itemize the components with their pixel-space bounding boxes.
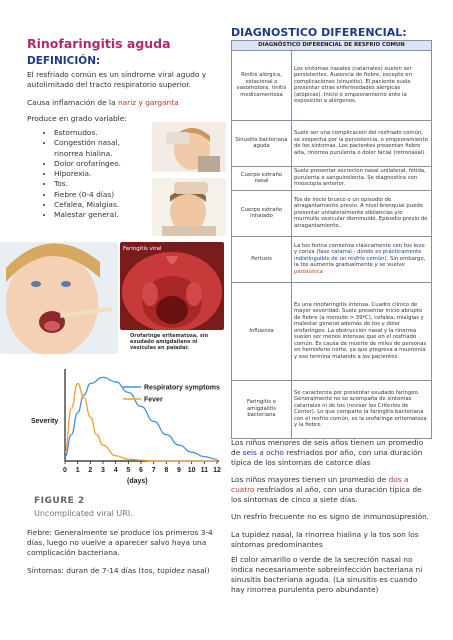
x-tick-label: 4 — [113, 467, 118, 474]
x-tick-label: 1 — [75, 467, 80, 474]
list-item: • Fiebre (0-4 días) — [54, 190, 125, 200]
symptoms-note: Síntomas: duran de 7-14 días (tos, tupidez nasal) — [27, 566, 210, 575]
list-item: • Dolor orofaríngeo. — [54, 159, 125, 169]
row-label: Influenza — [232, 282, 292, 380]
produces-text: Produce en grado variable: — [27, 114, 127, 123]
table-row — [232, 166, 432, 190]
table-header: DIAGNÓSTICO DIFERENCIAL DE RESFRIO COMUN — [232, 41, 432, 51]
row-text: Es una rinofaringitis intensa. Cuadro clínico de mayor severidad. Suele presentar inicio abrupto de fiebre (a menudo > 39ºC), cefalea, mialgias y malestar general además de tos y dolor orofaríngeo. La obstrucción nasal y la rinorrea suelen ser menos intensas que en el resfriado común. Es causa de muerte de miles de personas en hemisferio norte, ya que progresa a neumonía y eso termina matando a los pacientes. — [292, 282, 432, 380]
list-item: • Congestión nasal, rinorrea hialina. — [54, 138, 125, 159]
x-tick-label: 8 — [164, 467, 169, 474]
paragraph-young-children — [231, 438, 431, 468]
p1-text-b: resfriados por año, con una duración típica de los síntomas de catorce días — [231, 448, 423, 467]
x-tick-label: 2 — [88, 467, 93, 474]
x-tick-label: 9 — [177, 467, 181, 474]
x-tick-label: 5 — [126, 467, 131, 474]
row-text: Tos de inicio brusco o un episodio de atragantamiento previo. A nivel bronquial puede presentar unilateralmente sibilancias y/o murmullo vesicular disminuido. Episodio previo de atragantamiento. — [292, 190, 432, 236]
x-tick-label: 6 — [139, 467, 143, 474]
x-tick-label: 0 — [63, 467, 67, 474]
pertusis-highlight-2: paroxística — [294, 268, 323, 275]
p1-text-a: Los niños menores de seis años tienen un promedio de — [231, 438, 424, 457]
x-axis-label: (days) — [127, 478, 148, 485]
table-row — [232, 120, 432, 166]
paragraph-nasal-secretion: El color amarillo o verde de la secreción nasal no indica necesariamente sobreinfección bacteriana ni sinusitis bacteriana aguda. (La sinusitis es cuando hay rinorrea purulenta pero abundante) — [231, 555, 423, 594]
row-text: Los síntomas nasales (catarrales) suelen ser persistentes. Ausencia de fiebre, excepto en complicaciones (sinusitis). El paciente suele presentar otras enfermedades alérgicas (atópicas). Inicio o empeoramiento ante la exposición a alérgenos. — [292, 50, 432, 120]
table-row — [232, 380, 432, 438]
x-tick-label: 10 — [187, 467, 196, 474]
paragraph-older-children — [231, 475, 431, 505]
page-title: Rinofaringitis aguda — [27, 36, 171, 51]
p1-highlight: seis a ocho — [242, 448, 284, 457]
y-axis-label: Severity — [31, 418, 59, 425]
x-tick-label: 12 — [213, 467, 221, 474]
row-label: Cuerpo extraño inhalado — [232, 190, 292, 236]
child-photo-2 — [152, 178, 226, 236]
list-item: • Hiporexia. — [54, 169, 125, 179]
cause-highlight: nariz y garganta — [117, 98, 179, 107]
legend-label: Fever — [144, 396, 163, 404]
figure-label: FIGURE 2 — [34, 496, 85, 506]
x-tick-label: 7 — [151, 467, 156, 474]
symptom-list — [40, 128, 125, 221]
pertusis-highlight: fase catarral - donde es prácticamente indistinguible de un resfrío común — [294, 249, 422, 262]
cause-prefix: Causa inflamación de la — [27, 98, 118, 107]
p2-text-a: Los niños mayores tienen un promedio de — [231, 475, 389, 484]
row-label: Pertusis — [232, 236, 292, 282]
pertusis-text-b: ). Sin embargo, la tos aumenta gradualmente y se vuelve — [294, 255, 426, 269]
definition-text: El resfriado común es un síndrome viral agudo y autolimitado del tracto respiratorio superior. — [27, 70, 207, 89]
throat-caption: Orofaringe eritematosa, sin exudado amigdaliano ni vesículas en paladar. — [130, 333, 209, 351]
child-mouth-photo — [0, 242, 118, 354]
paragraph-immunosuppression: Un resfrío frecuente no es signo de inmunosupresión. — [231, 512, 430, 521]
cause-text — [27, 98, 223, 108]
row-label: Rinitis alérgica, estacional o vasomotora, rinitis medicamentosa — [232, 50, 292, 120]
paragraph-predominant-symptoms: La tupidez nasal, la rinorrea hialina y la tos son los síntomas predominantes — [231, 530, 419, 549]
row-label: Cuerpo extraño nasal — [232, 166, 292, 190]
row-label: Faringitis o amigdalitis bacteriana — [232, 380, 292, 438]
definition-heading: DEFINICIÓN: — [27, 55, 101, 67]
diagnosis-heading: DIAGNOSTICO DIFERENCIAL: — [231, 26, 407, 39]
list-item: • Estornudos. — [54, 128, 125, 138]
row-text: Suele ser una complicación del resfriado común, se sospecha por la persistencia, o empeoramiento de los síntomas. Los pacientes presentan fiebre alta, rinorrea purulenta o dolor facial (retronasal). — [292, 120, 432, 166]
p2-highlight: dos a cuatro — [231, 475, 409, 494]
row-text — [292, 236, 432, 282]
list-item: • Cefalea, Mialgias. — [54, 200, 125, 210]
table-row — [232, 236, 432, 282]
row-text: Se caracteriza por presentar exudado faríngeo. Generalmente no se acompaña de síntomas catarrales ni de tos (revisar los Criterios de Centor). Lo que comparte la faringitis bacteriana con el resfrío común, es la orofaringe eritematosa y la fiebre. — [292, 380, 432, 438]
figure-caption: Uncomplicated viral URI. — [34, 509, 133, 518]
x-tick-label: 3 — [101, 467, 105, 474]
series-line-fever — [65, 384, 217, 461]
row-text: Suele presentar secreción nasal unilateral, fétida, purulenta o sanguinolenta. Se diagnostica con rinoscopia anterior. — [292, 166, 432, 190]
throat-photo — [120, 242, 224, 330]
differential-table — [231, 40, 432, 439]
severity-chart — [27, 365, 227, 495]
severity-chart-svg — [27, 365, 227, 495]
table-row — [232, 50, 432, 120]
x-tick-label: 11 — [200, 467, 209, 474]
pertusis-text-a: La tos ferina comienza clásicamente con tos leve y coriza ( — [294, 242, 425, 256]
p2-text-b: resfriados al año, con una duración típica de los síntomas de cinco a siete días. — [231, 485, 422, 504]
row-label: Sinusitis bacteriana aguda — [232, 120, 292, 166]
list-item: • Tos. — [54, 179, 125, 189]
table-row — [232, 282, 432, 380]
fever-note: Fiebre: Generalmente se produce los primeros 3-4 días, luego no vuelve a aparecer salvo haya una complicación bacteriana. — [27, 528, 213, 557]
table-row — [232, 190, 432, 236]
legend-label: Respiratory symptoms — [144, 384, 220, 392]
throat-label: Faringitis viral — [123, 246, 162, 252]
list-item: • Malestar general. — [54, 210, 125, 220]
child-photo-1 — [152, 122, 226, 172]
